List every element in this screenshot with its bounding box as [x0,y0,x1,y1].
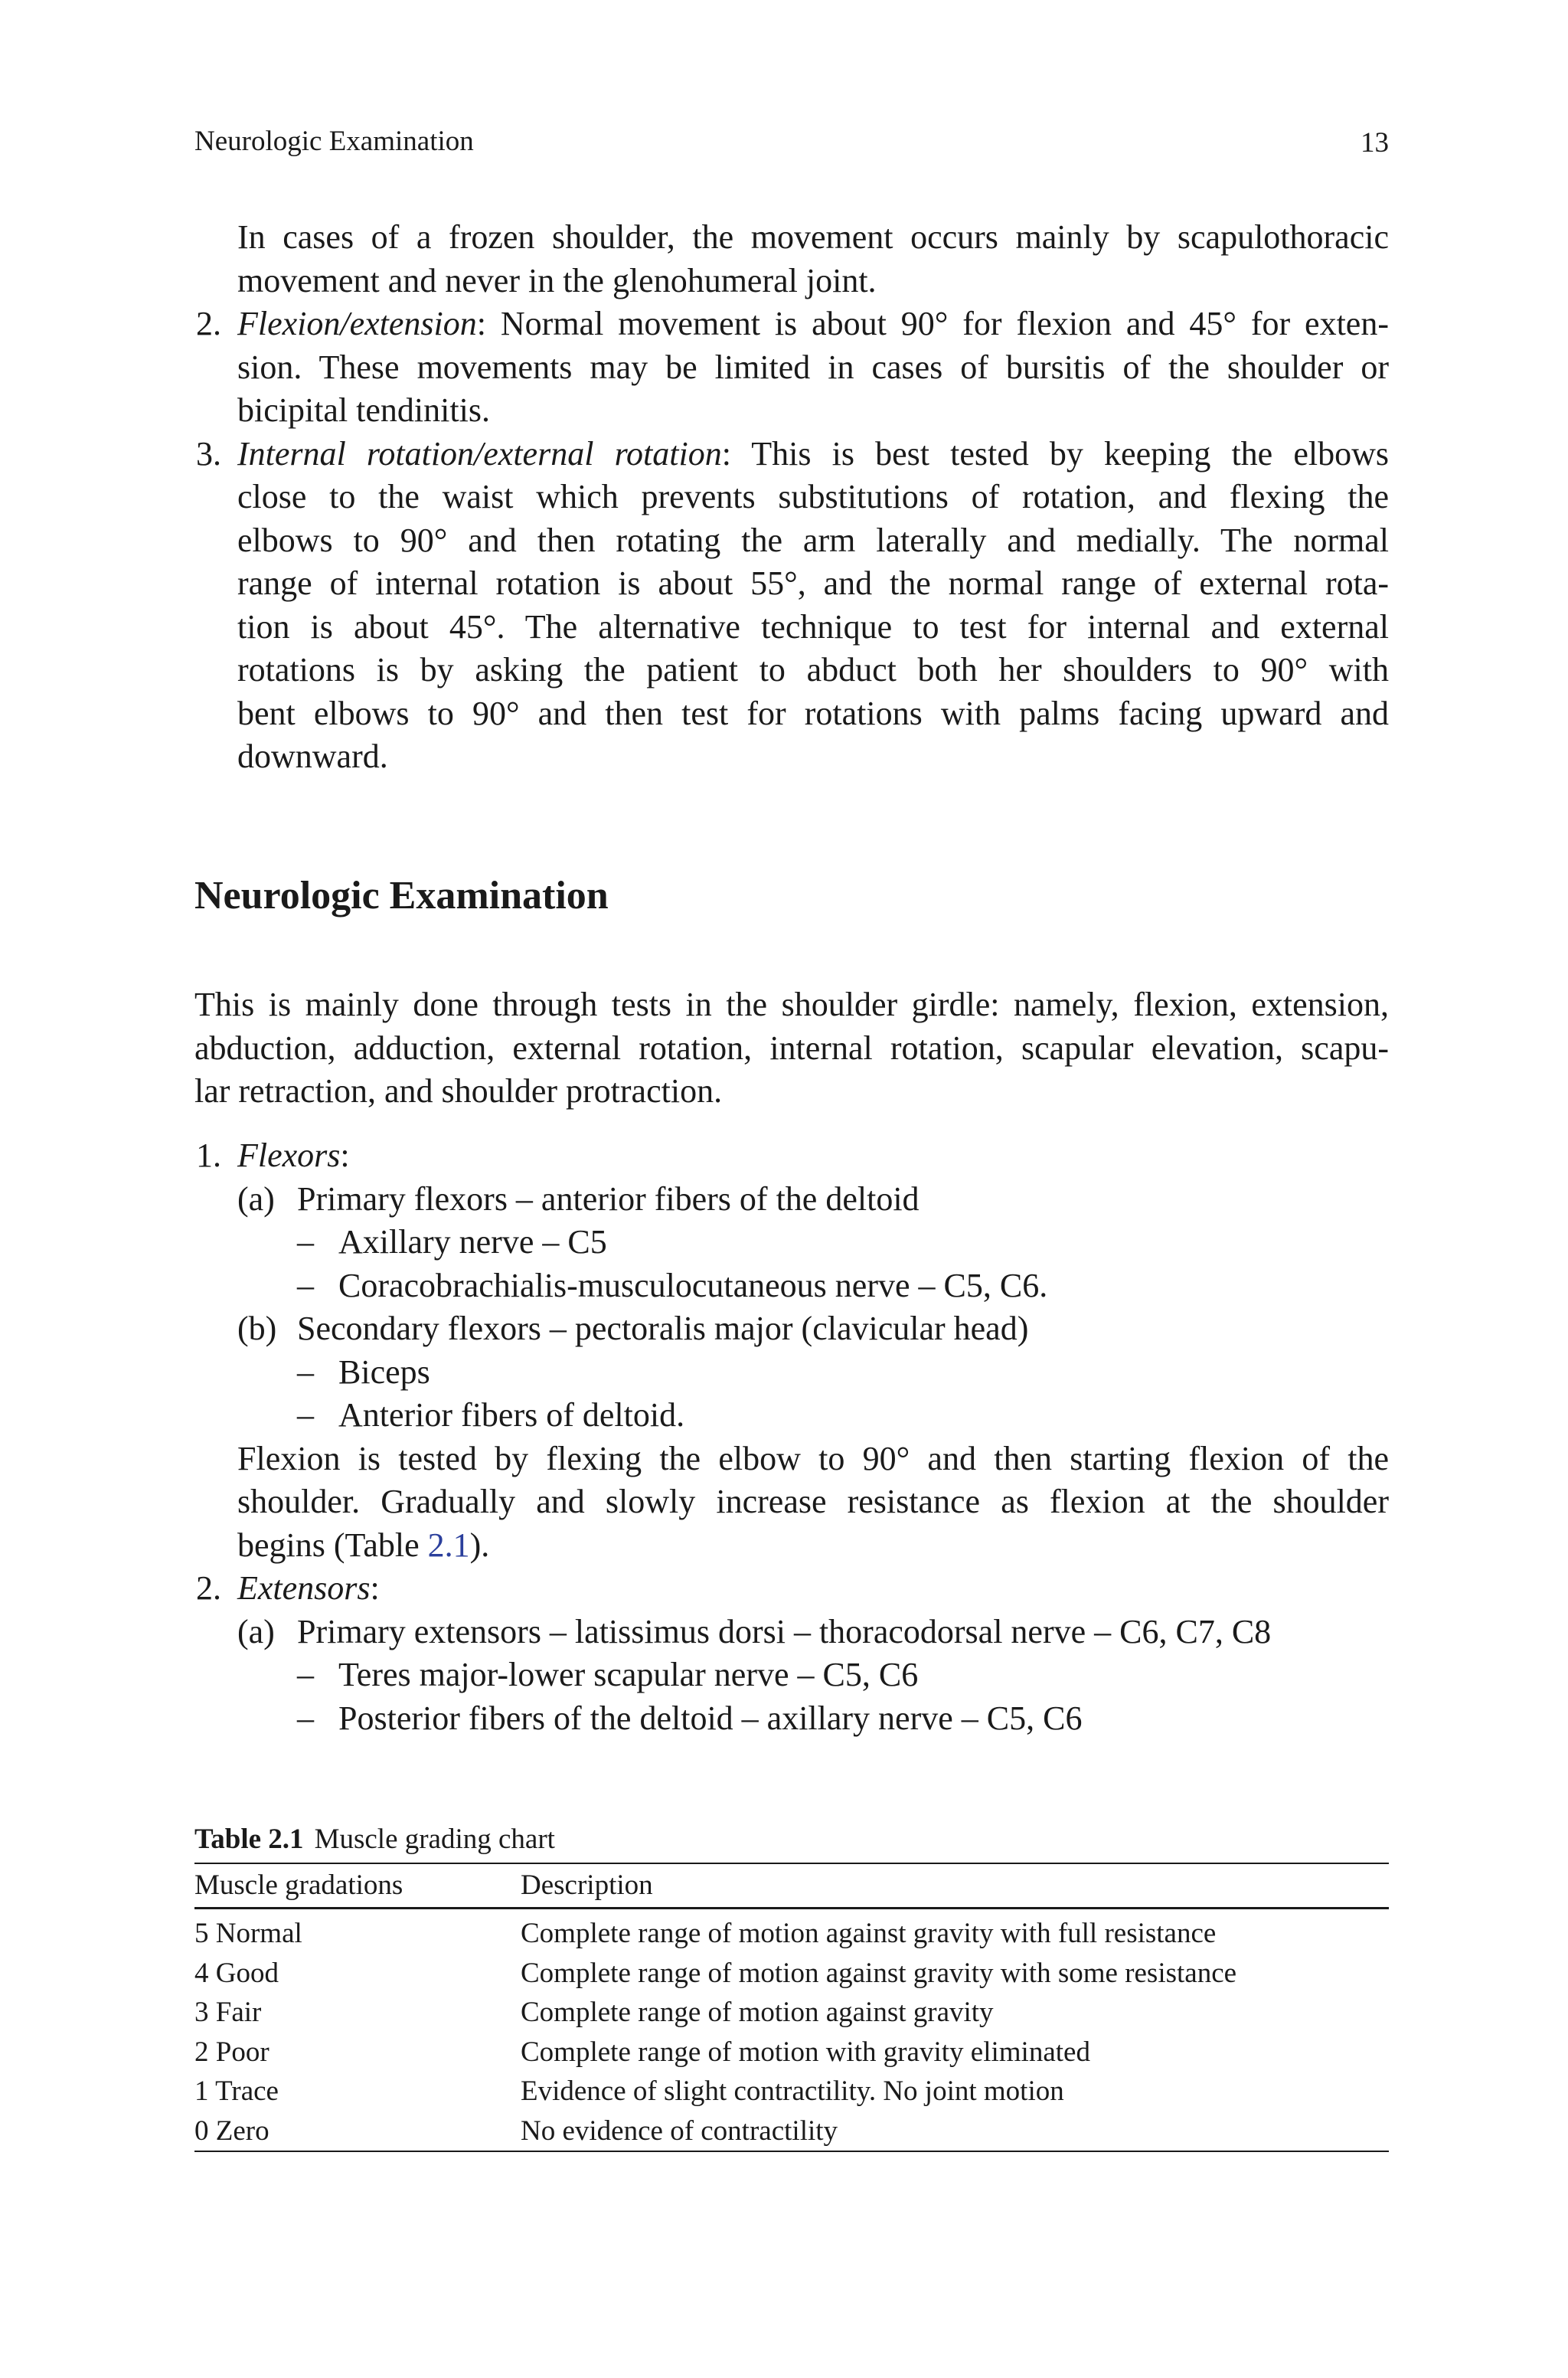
list-number: 1. [196,1137,221,1174]
list-item-extensors [194,1567,1389,1611]
rom-list-continued [194,216,1389,779]
description-cell: Evidence of slight contractility. No joint motion [521,2075,1064,2107]
text-line: Posterior fibers of the deltoid – axillary nerve – C5, C6 [338,1699,1083,1737]
text-run: begins (Table [237,1526,428,1564]
list-number: 2. [196,305,221,342]
text-line: Primary extensors – latissimus dorsi – thoracodorsal nerve – C6, C7, C8 [297,1612,1272,1650]
dash-item [194,1653,1389,1697]
grade-cell: 3 Fair [194,1997,262,2028]
table-bottom-rule [194,2151,1389,2152]
list-number: 3. [196,434,221,473]
description-cell: Complete range of motion against gravity with full resistance [521,1918,1217,1949]
text-line: elbows to 90° and then rotating the arm laterally and medially. The normal [237,521,1389,559]
dash-bullet: – [297,1656,314,1693]
list-item-flexors [194,1134,1389,1178]
section-intro-paragraph [194,983,1389,1114]
item-text: : Normal movement is about 90° for flexion and 45° for exten- [476,305,1389,342]
text-line: downward. [237,738,388,775]
column-header: Description [521,1869,653,1901]
text-line: This is mainly done through tests in the shoulder girdle: namely, flexion, extension, [194,986,1389,1023]
muscle-list [194,1134,1389,1740]
item-term: Internal rotation/external rotation [237,434,722,473]
description-cell: No evidence of contractility [521,2115,838,2147]
sublist-label: (b) [237,1310,277,1347]
text-line: Flexion is tested by flexing the elbow to 90° and then starting flexion of the [237,1439,1389,1477]
dash-bullet: – [297,1396,314,1434]
text-line: Secondary flexors – pectoralis major (clavicular head) [297,1310,1029,1347]
description-cell: Complete range of motion against gravity with some resistance [521,1957,1237,1989]
text-line: abduction, adduction, external rotation, internal rotation, scapular elevation, scapu- [194,1029,1389,1067]
text-line: range of internal rotation is about 55°, and the normal range of external rota- [237,564,1389,602]
text-line: tion is about 45°. The alternative technique to test for internal and external [237,607,1389,646]
dash-bullet: – [297,1266,314,1304]
page-number: 13 [1361,127,1389,159]
text-line: Biceps [338,1353,430,1391]
text-run: ). [469,1526,490,1564]
text-line: Primary flexors – anterior fibers of the deltoid [297,1179,920,1218]
text-line: Teres major-lower scapular nerve – C5, C6 [338,1656,919,1693]
text-line: bent elbows to 90° and then test for rotations with palms facing upward and [237,694,1389,732]
table-row [194,1914,1389,1954]
dash-item [194,1221,1389,1264]
text-line [237,1524,1389,1568]
text-line: Axillary nerve – C5 [338,1223,607,1261]
table-label: Table 2.1 [194,1824,304,1855]
item-text: : This is best tested by keeping the elbows [721,434,1389,473]
dash-bullet: – [297,1223,314,1261]
dash-item [194,1351,1389,1395]
muscle-grading-table [194,1863,1389,2152]
dash-item [194,1394,1389,1438]
list-item-flexion-extension [194,303,1389,433]
description-cell: Complete range of motion with gravity eliminated [521,2036,1090,2068]
text-line: shoulder. Gradually and slowly increase resistance as flexion at the shoulder [237,1483,1389,1520]
text-line: Coracobrachialis-musculocutaneous nerve – C5, C6. [338,1266,1048,1304]
table-caption [194,1823,555,1856]
item-term: Extensors [237,1569,371,1607]
sublist-item-primary-flexors [194,1178,1389,1222]
section-heading: Neurologic Examination [194,874,609,918]
sublist-item-secondary-flexors [194,1307,1389,1351]
table-row [194,2033,1389,2072]
dash-bullet: – [297,1353,314,1391]
column-header: Muscle gradations [194,1869,403,1901]
text-line: movement and never in the glenohumeral joint. [237,261,877,299]
list-number: 2. [196,1569,221,1607]
text-line: sion. These movements may be limited in cases of bursitis of the shoulder or [237,348,1389,386]
table-row [194,1993,1389,2033]
description-cell: Complete range of motion against gravity [521,1997,994,2028]
item-term: Flexion/extension [237,305,477,342]
sublist-label: (a) [237,1179,275,1218]
item-term: Flexors [237,1137,341,1174]
text-line: bicipital tendinitis. [237,391,490,429]
text-line: lar retraction, and shoulder protraction. [194,1072,723,1110]
text-line: In cases of a frozen shoulder, the movement occurs mainly by scapulothoracic [237,218,1389,256]
table-row [194,1954,1389,1994]
colon: : [370,1569,380,1607]
text-line [237,1134,1389,1178]
text-line [237,1567,1389,1611]
text-line [237,433,1389,476]
dash-item [194,1264,1389,1308]
text-line: close to the waist which prevents substitutions of rotation, and flexing the [237,478,1389,515]
text-line: Anterior fibers of deltoid. [338,1396,685,1434]
table-row [194,2072,1389,2111]
running-head: Neurologic Examination [194,126,474,157]
grade-cell: 2 Poor [194,2036,270,2068]
table-reference-link[interactable]: 2.1 [427,1526,470,1564]
dash-bullet: – [297,1699,314,1737]
list-item-continuation [194,216,1389,303]
sublist-item-primary-extensors [194,1611,1389,1654]
text-line [237,303,1389,346]
grade-cell: 1 Trace [194,2075,279,2107]
table-row [194,2111,1389,2151]
colon: : [340,1137,350,1174]
grade-cell: 0 Zero [194,2115,270,2147]
text-line: rotations is by asking the patient to abduct both her shoulders to 90° with [237,651,1389,689]
table-header-row [194,1864,1389,1907]
flexion-test-note [194,1438,1389,1568]
sublist-label: (a) [237,1612,275,1650]
grade-cell: 5 Normal [194,1918,302,1949]
table-title: Muscle grading chart [314,1824,555,1855]
dash-item [194,1697,1389,1741]
list-item-rotation [194,433,1389,779]
grade-cell: 4 Good [194,1957,279,1989]
